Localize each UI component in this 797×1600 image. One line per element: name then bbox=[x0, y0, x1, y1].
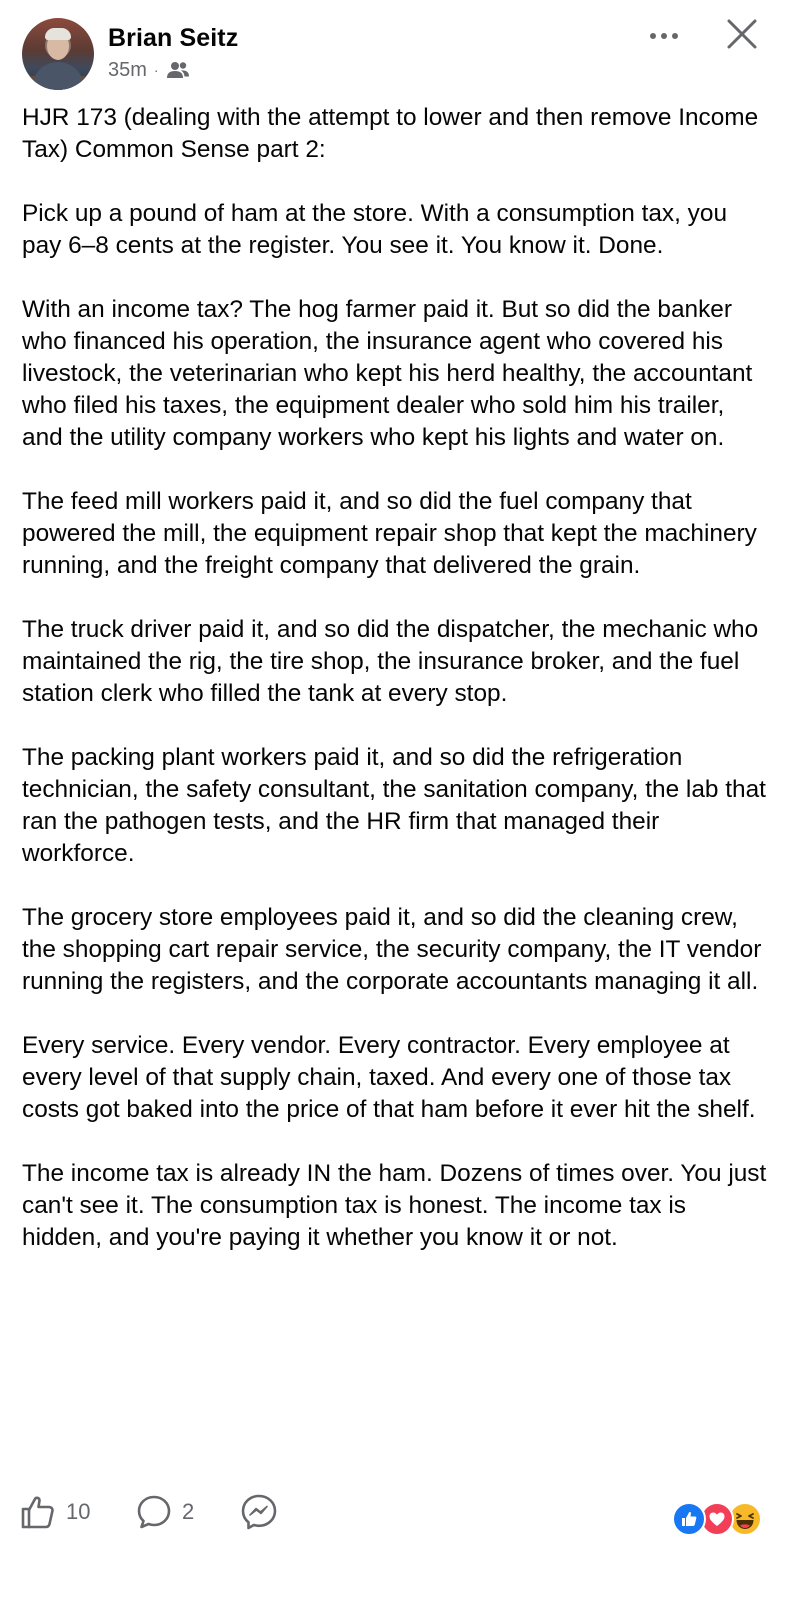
post-paragraph: The income tax is already IN the ham. Dozens of times over. You just can't see it. The consumption tax is honest. The income tax is hidden, and you're paying it whether you know it or not. bbox=[22, 1160, 767, 1251]
close-icon bbox=[724, 16, 760, 52]
post-header bbox=[0, 0, 797, 104]
post-paragraph: HJR 173 (dealing with the attempt to lower and then remove Income Tax) Common Sense part 2: bbox=[22, 104, 759, 163]
post-paragraph: With an income tax? The hog farmer paid it. But so did the banker who financed his operation, the insurance agent who covered his livestock, the veterinarian who kept his herd healthy, the accountant who filed his taxes, the equipment dealer who sold him his trailer, and the utility company workers who kept his lights and water on. bbox=[22, 296, 753, 451]
comment-count: 2 bbox=[182, 1499, 195, 1524]
post-paragraph: The truck driver paid it, and so did the dispatcher, the mechanic who maintained the rig, the tire shop, the insurance broker, and the fuel station clerk who filled the tank at every stop. bbox=[22, 616, 759, 707]
post-meta bbox=[108, 58, 190, 82]
comment-button[interactable] bbox=[136, 1492, 194, 1532]
reaction-summary[interactable] bbox=[672, 1502, 764, 1538]
like-reaction-icon bbox=[672, 1502, 706, 1536]
post-text bbox=[22, 102, 770, 1254]
friends-icon[interactable] bbox=[166, 60, 190, 80]
post-paragraph: Every service. Every vendor. Every contractor. Every employee at every level of that supply chain, taxed. And every one of those tax costs got baked into the price of that ham before it ever hit the shelf. bbox=[22, 1032, 756, 1123]
like-count: 10 bbox=[66, 1499, 91, 1524]
comment-icon bbox=[136, 1494, 172, 1530]
post-time[interactable]: 35m bbox=[108, 58, 147, 81]
like-button[interactable] bbox=[20, 1492, 90, 1532]
messenger-icon bbox=[240, 1493, 278, 1531]
post-paragraph: Pick up a pound of ham at the store. With a consumption tax, you pay 6–8 cents at the register. You see it. You know it. Done. bbox=[22, 200, 728, 259]
messenger-share-button[interactable] bbox=[240, 1492, 278, 1532]
post-paragraph: The feed mill workers paid it, and so did the fuel company that powered the mill, the equipment repair shop that kept the machinery running, and the freight company that delivered the grain. bbox=[22, 488, 757, 579]
like-icon bbox=[20, 1494, 56, 1530]
more-icon bbox=[650, 33, 656, 39]
author-name[interactable]: Brian Seitz bbox=[108, 24, 239, 52]
post-paragraph: The packing plant workers paid it, and so did the refrigeration technician, the safety consultant, the sanitation company, the lab that ran the pathogen tests, and the HR firm that managed their workforce. bbox=[22, 744, 766, 867]
close-button[interactable] bbox=[724, 16, 760, 52]
meta-separator: · bbox=[153, 62, 159, 78]
post-paragraph: The grocery store employees paid it, and so did the cleaning crew, the shopping cart repair service, the security company, the IT vendor running the registers, and the corporate accountants managing it all. bbox=[22, 904, 762, 995]
more-options-button[interactable] bbox=[640, 20, 688, 52]
avatar[interactable] bbox=[22, 18, 94, 90]
